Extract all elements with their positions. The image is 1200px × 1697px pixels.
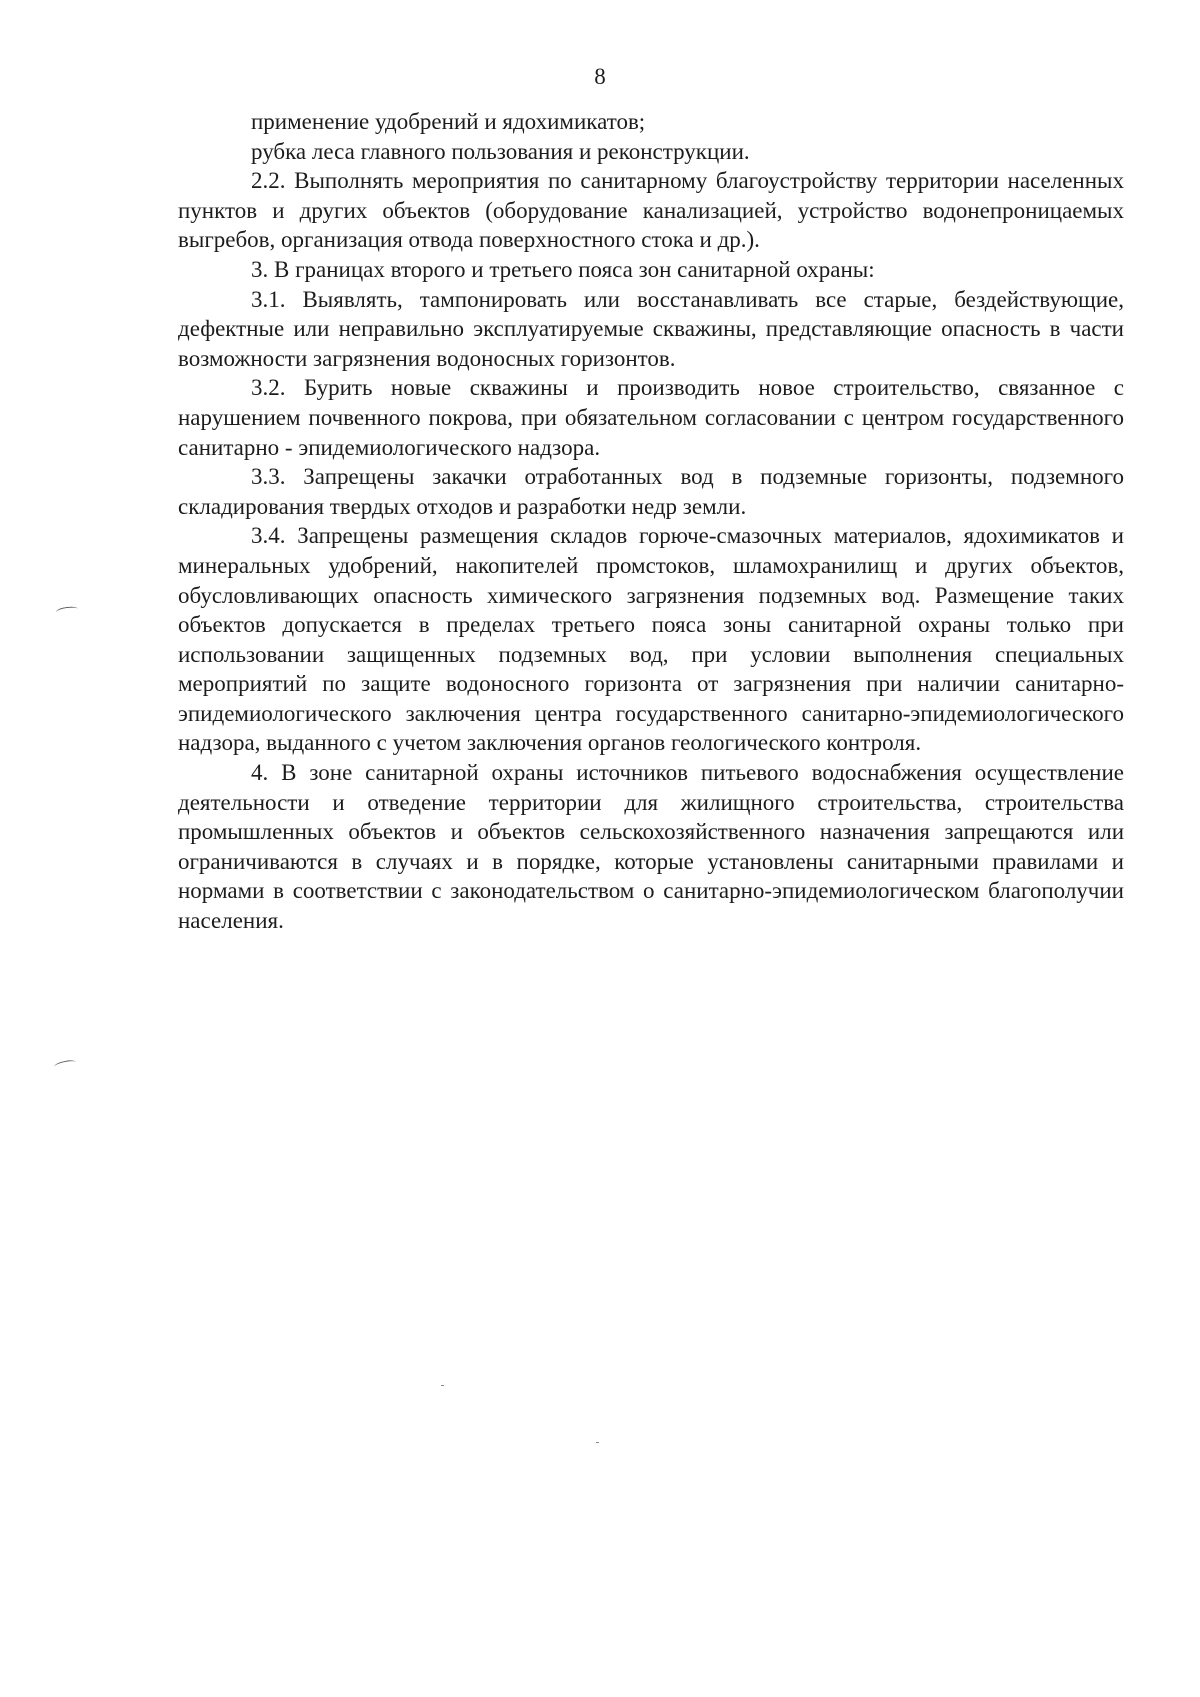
paragraph-3-3-injection-ban: 3.3. Запрещены закачки отработанных вод в подземные горизонты, подземного складирования твердых отходов и разработки недр земли. <box>178 464 1124 519</box>
paragraph-2-2-sanitary-improvement: 2.2. Выполнять мероприятия по санитарному благоустройству территории населенных пунктов и других объектов (оборудование канализацией, устройство водонепроницаемых выгребов, организация отвода поверхностного стока и др.). <box>178 168 1124 253</box>
scan-speck <box>441 1385 444 1386</box>
scan-binding-mark <box>56 606 79 616</box>
paragraph-2-item-logging: рубка леса главного пользования и реконструкции. <box>251 138 750 164</box>
paragraph-3-2-drilling: 3.2. Бурить новые скважины и производить новое строительство, связанное с нарушением почвенного покрова, при обязательном согласовании с центром государственного санитарно - эпидемиологического надзора. <box>178 375 1124 460</box>
page-number: 8 <box>594 64 606 89</box>
document-body <box>178 107 1124 936</box>
paragraph-4-water-supply-zone: 4. В зоне санитарной охраны источников питьевого водоснабжения осуществление деятельности и отведение территории для жилищного строительства, строительства промышленных объектов и объектов сельскохозяйственного назначения запрещаются или ограничиваются в случаях и в порядке, которые установлены санитарными правилами и нормами в соответствии с законодательством о санитарно-эпидемиологическом благополучии населения. <box>178 760 1124 934</box>
paragraph-3-1-wells: 3.1. Выявлять, тампонировать или восстанавливать все старые, бездействующие, дефектные или неправильно эксплуатируемые скважины, представляющие опасность в части возможности загрязнения водоносных горизонтов. <box>178 286 1124 371</box>
paragraph-1-item-fertilizers: применение удобрений и ядохимикатов; <box>251 109 646 134</box>
paragraph-3-4-storage-ban: 3.4. Запрещены размещения складов горюче-смазочных материалов, ядохимикатов и минеральных удобрений, накопителей промстоков, шламохранилищ и других объектов, обусловливающих опасность химического загрязнения подземных вод. Размещение таких объектов допускается в пределах третьего пояса зоны санитарной охраны только при использовании защищенных подземных вод, при условии выполнения специальных мероприятий по защите водоносного горизонта от загрязнения при наличии санитарно-эпидемиологического заключения центра государственного санитарно-эпидемиологического надзора, выданного с учетом заключения органов геологического контроля. <box>178 523 1124 756</box>
paragraph-3-second-third-belt-heading: 3. В границах второго и третьего пояса зон санитарной охраны: <box>251 256 875 282</box>
scan-speck <box>596 1442 599 1443</box>
scan-binding-mark <box>54 1059 77 1070</box>
